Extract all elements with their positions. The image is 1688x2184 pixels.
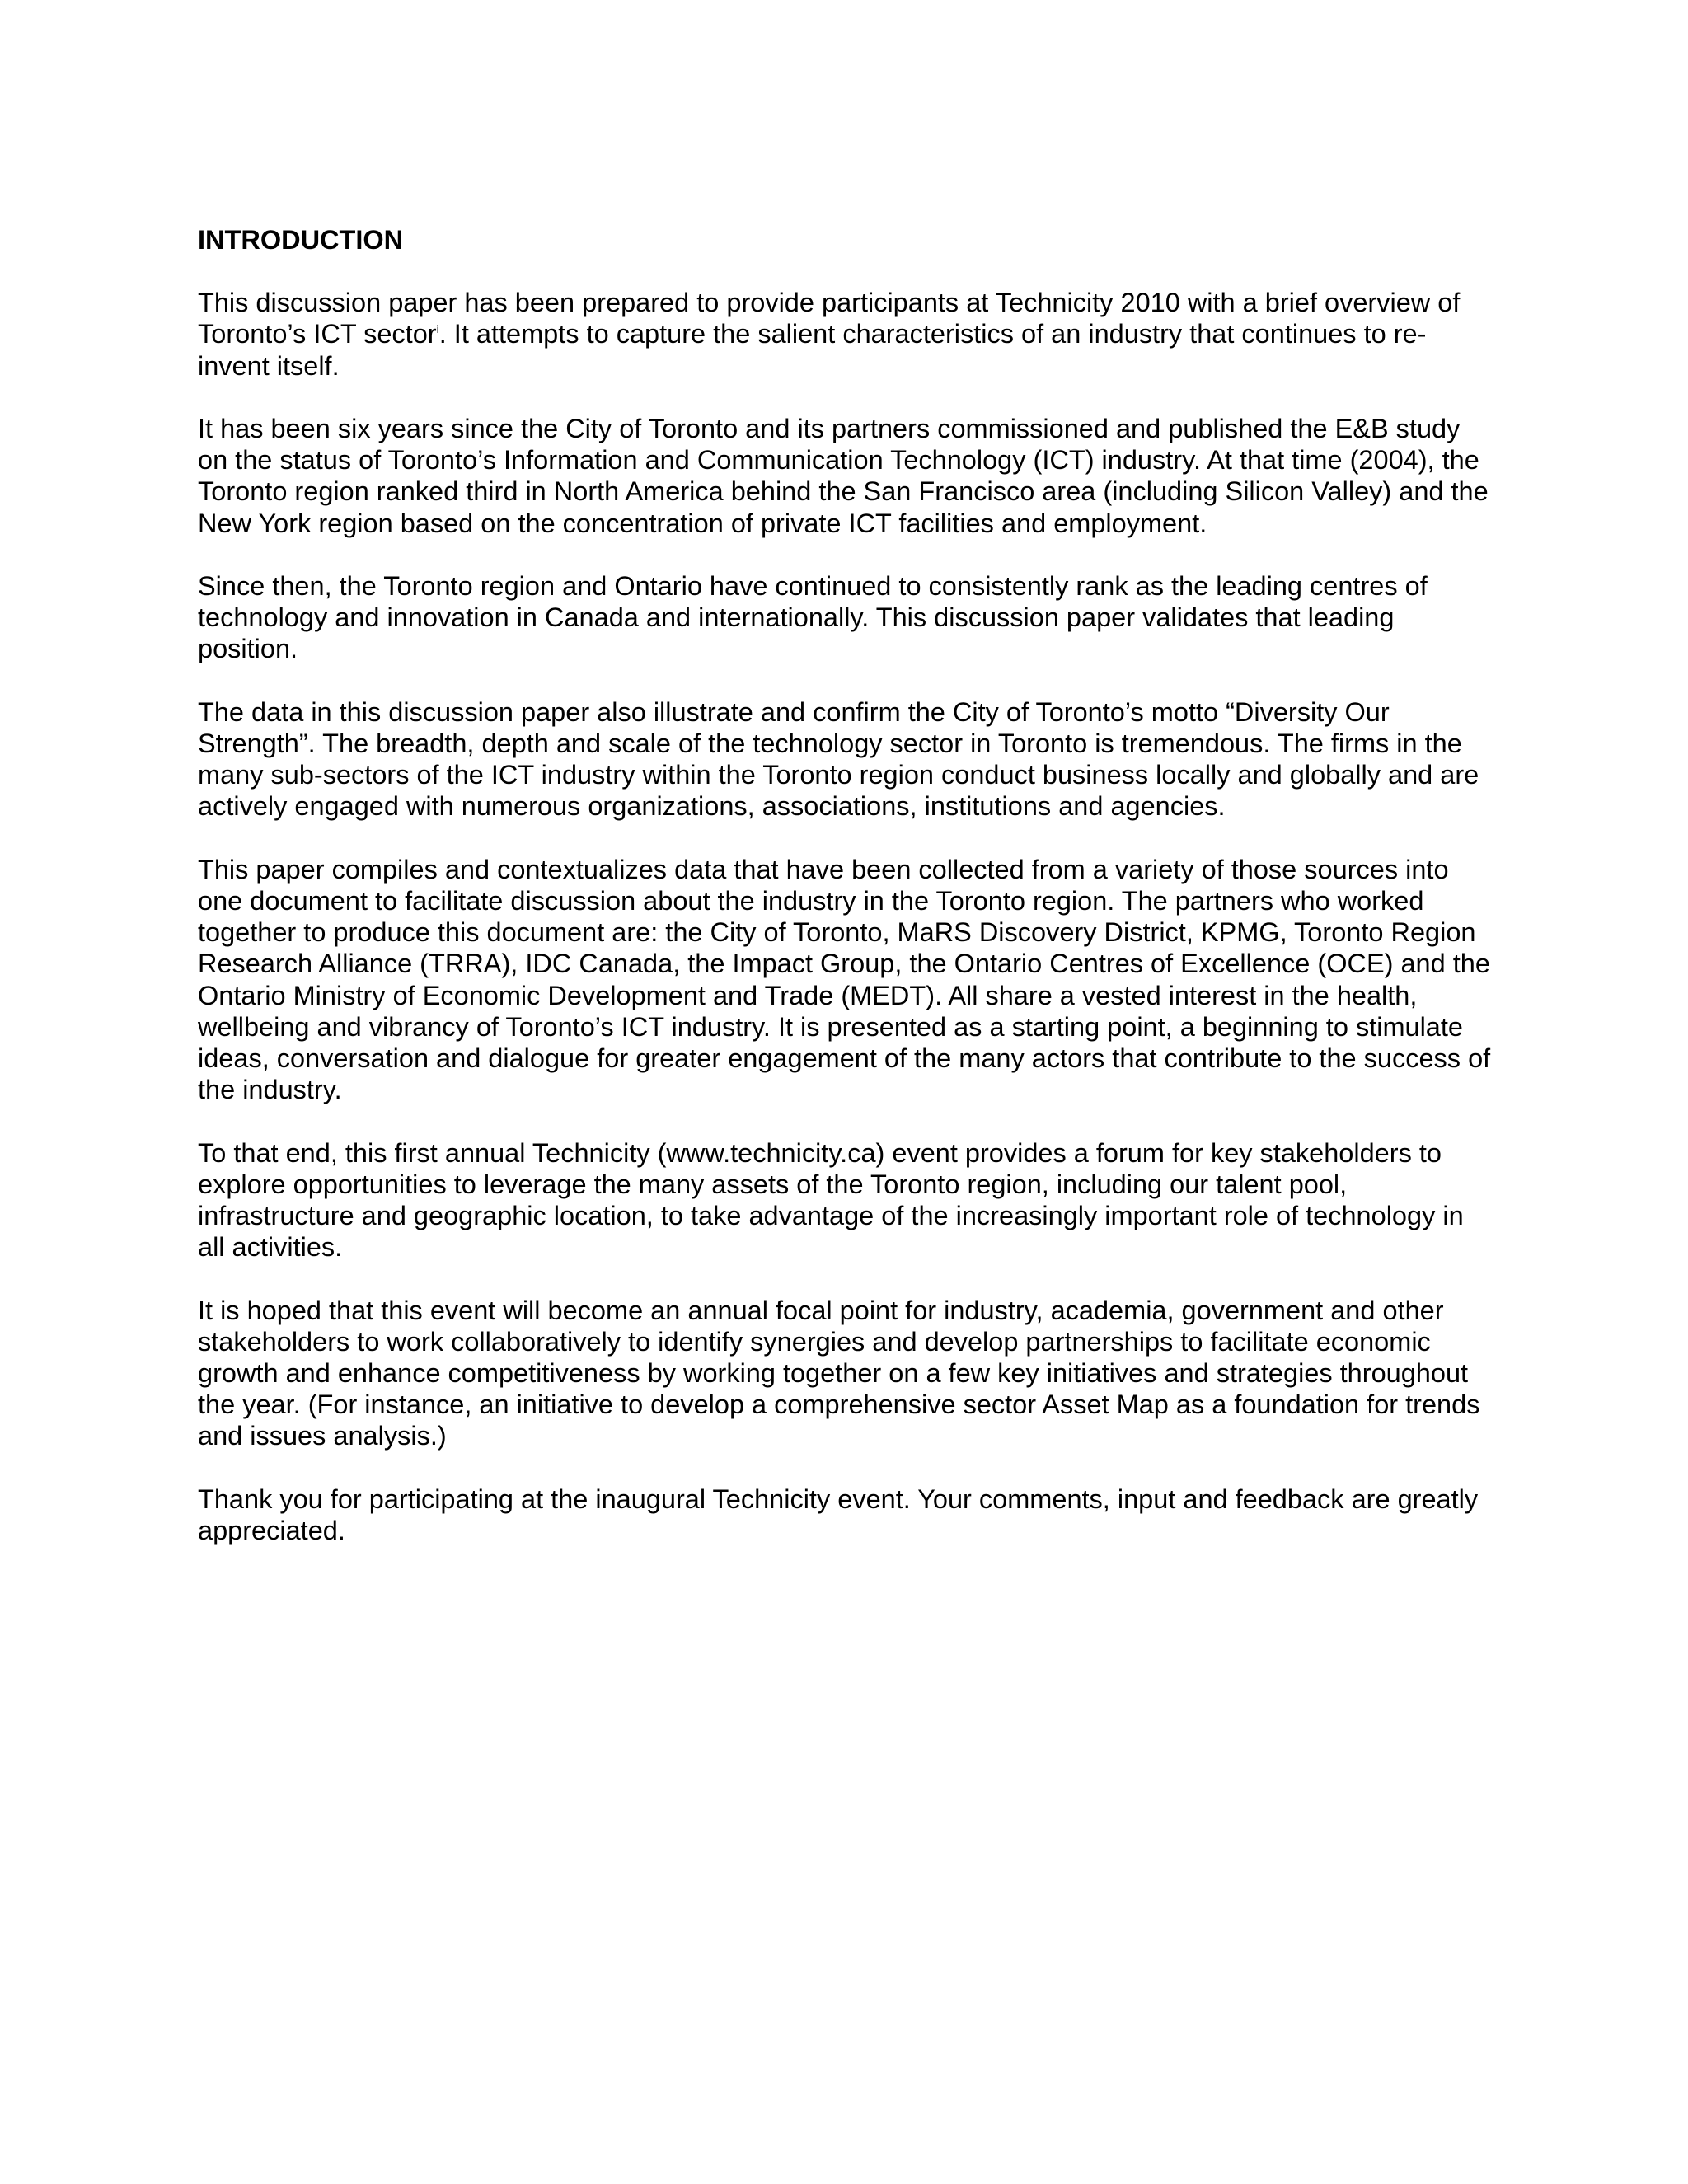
paragraph-1-text-after: . It attempts to capture the salient characteristics of an industry that continues to re-invent itself.: [198, 319, 1427, 381]
section-heading: INTRODUCTION: [198, 225, 404, 255]
paragraph-8: Thank you for participating at the inaugural Technicity event. Your comments, input and feedback are greatly appreciated.: [198, 1483, 1479, 1546]
paragraph-1: [198, 287, 1493, 382]
paragraph-2: It has been six years since the City of Toronto and its partners commissioned and published the E&B study on the status of Toronto’s Information and Communication Technology (ICT) industry. At that time (2004), the Toronto region ranked third in North America behind the San Francisco area (including Silicon Valley) and the New York region based on the concentration of private ICT facilities and employment.: [198, 414, 1489, 538]
paragraph-5: This paper compiles and contextualizes data that have been collected from a variety of those sources into one document to facilitate discussion about the industry in the Toronto region. The partners who worked together to produce this document are: the City of Toronto, MaRS Discovery District, KPMG, Toronto Region Research Alliance (TRRA), IDC Canada, the Impact Group, the Ontario Centres of Excellence (OCE) and the Ontario Ministry of Economic Development and Trade (MEDT). All share a vested interest in the health, wellbeing and vibrancy of Toronto’s ICT industry. It is presented as a starting point, a beginning to stimulate ideas, conversation and dialogue for greater engagement of the many actors that contribute to the success of the industry.: [198, 854, 1491, 1105]
paragraph-7: It is hoped that this event will become an annual focal point for industry, academia, government and other stakeholders to work collaboratively to identify synergies and develop partnerships to facilitate economic growth and enhance competitiveness by working together on a few key initiatives and strategies throughout the year. (For instance, an initiative to develop a comprehensive sector Asset Map as a foundation for trends and issues analysis.): [198, 1295, 1480, 1451]
paragraph-3: Since then, the Toronto region and Ontario have continued to consistently rank as the leading centres of technology and innovation in Canada and internationally. This discussion paper validates that leading position.: [198, 571, 1428, 664]
paragraph-6: To that end, this first annual Technicity (www.technicity.ca) event provides a forum for key stakeholders to explore opportunities to leverage the many assets of the Toronto region, including our talent pool, infrastructure and geographic location, to take advantage of the increasingly important role of technology in all activities.: [198, 1137, 1464, 1263]
document-body: [198, 224, 1493, 1577]
paragraph-1-text-before: This discussion paper has been prepared to provide participants at Technicity 2010 with a brief overview of Toronto’s ICT sector: [198, 288, 1461, 349]
footnote-reference: i: [436, 322, 439, 336]
paragraph-4: The data in this discussion paper also illustrate and confirm the City of Toronto’s motto “Diversity Our Strength”. The breadth, depth and scale of the technology sector in Toronto is tremendous. The firms in the many sub-sectors of the ICT industry within the Toronto region conduct business locally and globally and are actively engaged with numerous organizations, associations, institutions and agencies.: [198, 696, 1479, 822]
